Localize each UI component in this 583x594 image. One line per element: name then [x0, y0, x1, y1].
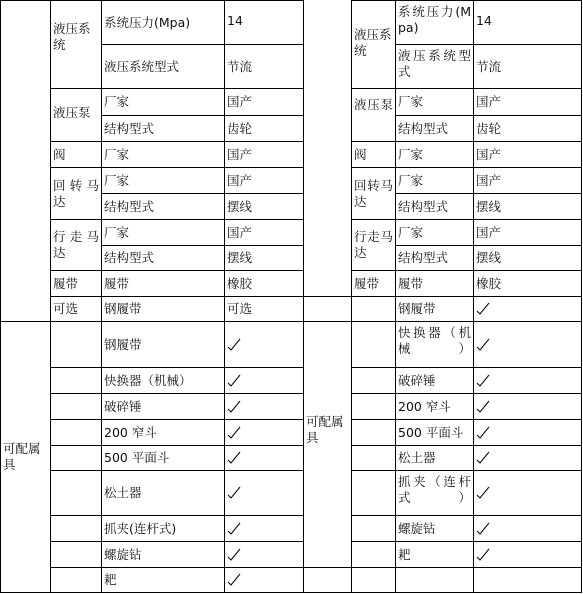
right-attach-item-7: 抓夹（连杆式）: [395, 470, 474, 516]
left-attach-item-8: 螺旋钻: [101, 541, 225, 568]
left-valve-maker: 厂家: [101, 141, 225, 168]
left-swing-motor: 回转马达: [50, 167, 102, 220]
right-attach-check-6: [473, 445, 582, 471]
check-mark-icon: [476, 426, 490, 440]
left-attach-blank-4: [50, 419, 102, 446]
left-swing-structure-value: 摆线: [224, 193, 304, 220]
right-attach-item-9: 耙: [395, 541, 474, 568]
right-pump-structure-value: 齿轮: [473, 115, 582, 142]
right-bottom-blank-2: [395, 567, 474, 593]
right-pump-maker: 厂家: [395, 88, 474, 116]
right-bottom-blank-3: [473, 567, 582, 593]
right-attach-blank-4: [351, 419, 396, 446]
left-track: 履带: [50, 270, 102, 297]
left-attach-check-5: [224, 445, 304, 471]
left-attach-item-2: 快换器（机械）: [101, 367, 225, 394]
right-travel-structure: 结构型式: [395, 245, 474, 271]
check-mark-icon: [227, 400, 241, 414]
right-travel-motor: 行走马达: [351, 219, 396, 271]
right-travel-structure-value: 摆线: [473, 245, 582, 271]
left-travel-maker: 厂家: [101, 219, 225, 246]
left-pump-structure-value: 齿轮: [224, 115, 304, 142]
left-attach-blank-2: [50, 367, 102, 394]
left-attach-item-7: 抓夹(连杆式): [101, 515, 225, 542]
check-mark-icon: [227, 522, 241, 536]
left-attachments-label: 可配属具: [0, 321, 51, 593]
left-track-value: 橡胶: [224, 270, 304, 297]
left-attach-check-9: [224, 567, 304, 593]
right-attach-item-5: 500 平面斗: [395, 419, 474, 446]
left-travel-motor: 行走马达: [50, 219, 102, 271]
right-bottom-blank-1: [351, 567, 396, 593]
left-attach-check-8: [224, 541, 304, 568]
right-attach-check-1: [473, 296, 582, 322]
middle-blank-optional: [303, 296, 352, 322]
right-travel-maker-value: 国产: [473, 219, 582, 246]
left-attach-blank-5: [50, 445, 102, 471]
check-mark-icon: [227, 573, 241, 587]
right-attach-blank-6: [351, 470, 396, 516]
right-swing-maker-value: 国产: [473, 167, 582, 194]
right-system-type-value: 节流: [473, 44, 582, 89]
check-mark-icon: [476, 374, 490, 388]
right-attach-check-9: [473, 541, 582, 568]
check-mark-icon: [227, 548, 241, 562]
left-attach-item-4: 200 窄斗: [101, 419, 225, 446]
left-attach-blank-9: [50, 567, 102, 593]
right-pump-structure: 结构型式: [395, 115, 474, 142]
right-swing-motor: 回转马达: [351, 167, 396, 220]
left-pump-maker-value: 国产: [224, 88, 304, 116]
right-attach-check-5: [473, 419, 582, 446]
right-attach-check-8: [473, 515, 582, 542]
right-attach-item-6: 松土器: [395, 445, 474, 471]
left-travel-structure-value: 摆线: [224, 245, 304, 271]
check-mark-icon: [476, 338, 490, 352]
right-pump: 液压泵: [351, 88, 396, 142]
check-mark-icon: [476, 302, 490, 316]
left-system-type-label: 液压系统型式: [101, 44, 225, 89]
left-attach-blank-1: [50, 321, 102, 368]
right-attach-blank-3: [351, 393, 396, 420]
right-attachments-label: 可配属具: [303, 321, 352, 568]
left-attach-item-5: 500 平面斗: [101, 445, 225, 471]
right-attach-blank-5: [351, 445, 396, 471]
right-attach-blank-8: [351, 541, 396, 568]
right-attach-blank-7: [351, 515, 396, 542]
right-pump-maker-value: 国产: [473, 88, 582, 116]
check-mark-icon: [476, 548, 490, 562]
left-steel-track-value: 可选: [224, 296, 304, 322]
right-attach-item-3: 破碎锤: [395, 367, 474, 394]
left-pump-structure: 结构型式: [101, 115, 225, 142]
left-attach-item-1: 钢履带: [101, 321, 225, 368]
left-swing-maker-value: 国产: [224, 167, 304, 194]
right-swing-structure: 结构型式: [395, 193, 474, 220]
right-hydraulic-system: 液压系统: [351, 0, 396, 89]
right-attach-item-8: 螺旋钻: [395, 515, 474, 542]
left-attach-item-9: 耙: [101, 567, 225, 593]
check-mark-icon: [227, 426, 241, 440]
left-attach-item-3: 破碎锤: [101, 393, 225, 420]
left-system-pressure-label: 系统压力(Mpa): [101, 0, 225, 45]
left-outer-blank: [0, 0, 51, 322]
right-attach-check-3: [473, 367, 582, 394]
left-attach-blank-3: [50, 393, 102, 420]
left-swing-maker: 厂家: [101, 167, 225, 194]
left-swing-structure: 结构型式: [101, 193, 225, 220]
right-attach-check-4: [473, 393, 582, 420]
right-attach-blank-2: [351, 367, 396, 394]
left-valve-maker-value: 国产: [224, 141, 304, 168]
left-attach-check-4: [224, 419, 304, 446]
right-system-pressure-value: 14: [473, 0, 582, 45]
left-attach-blank-7: [50, 515, 102, 542]
right-system-type-label: 液压系统型式: [395, 44, 474, 89]
right-attach-blank-1: [351, 321, 396, 368]
check-mark-icon: [227, 451, 241, 465]
middle-blank-top: [303, 0, 352, 298]
check-mark-icon: [476, 486, 490, 500]
left-attach-check-3: [224, 393, 304, 420]
right-valve-maker-value: 国产: [473, 141, 582, 168]
left-attach-item-6: 松土器: [101, 470, 225, 516]
right-swing-maker: 厂家: [395, 167, 474, 194]
right-swing-structure-value: 摆线: [473, 193, 582, 220]
check-mark-icon: [476, 451, 490, 465]
right-attach-item-1: 钢履带: [395, 296, 474, 322]
right-attach-item-2: 快换器（机械）: [395, 321, 474, 368]
left-optional: 可选: [50, 296, 102, 322]
right-track-value: 橡胶: [473, 270, 582, 297]
right-track-label: 履带: [395, 270, 474, 297]
left-system-pressure-value: 14: [224, 0, 304, 45]
left-attach-blank-8: [50, 541, 102, 568]
left-hydraulic-system: 液压系统: [50, 0, 102, 89]
left-attach-check-7: [224, 515, 304, 542]
right-attach-check-7: [473, 470, 582, 516]
check-mark-icon: [476, 400, 490, 414]
left-travel-maker-value: 国产: [224, 219, 304, 246]
left-track-label: 履带: [101, 270, 225, 297]
middle-blank-bottom: [303, 567, 352, 593]
right-optional-blank: [351, 296, 396, 322]
right-travel-maker: 厂家: [395, 219, 474, 246]
check-mark-icon: [476, 522, 490, 536]
right-system-pressure-label: 系统压力(Mpa): [395, 0, 474, 45]
right-valve-maker: 厂家: [395, 141, 474, 168]
right-attach-check-2: [473, 321, 582, 368]
left-valve: 阀: [50, 141, 102, 168]
right-valve: 阀: [351, 141, 396, 168]
left-travel-structure: 结构型式: [101, 245, 225, 271]
left-attach-check-2: [224, 367, 304, 394]
check-mark-icon: [227, 374, 241, 388]
left-pump-maker: 厂家: [101, 88, 225, 116]
left-system-type-value: 节流: [224, 44, 304, 89]
left-pump: 液压泵: [50, 88, 102, 142]
right-track: 履带: [351, 270, 396, 297]
left-attach-check-6: [224, 470, 304, 516]
left-steel-track-label: 钢履带: [101, 296, 225, 322]
check-mark-icon: [227, 486, 241, 500]
left-attach-check-1: [224, 321, 304, 368]
left-attach-blank-6: [50, 470, 102, 516]
check-mark-icon: [227, 338, 241, 352]
right-attach-item-4: 200 窄斗: [395, 393, 474, 420]
